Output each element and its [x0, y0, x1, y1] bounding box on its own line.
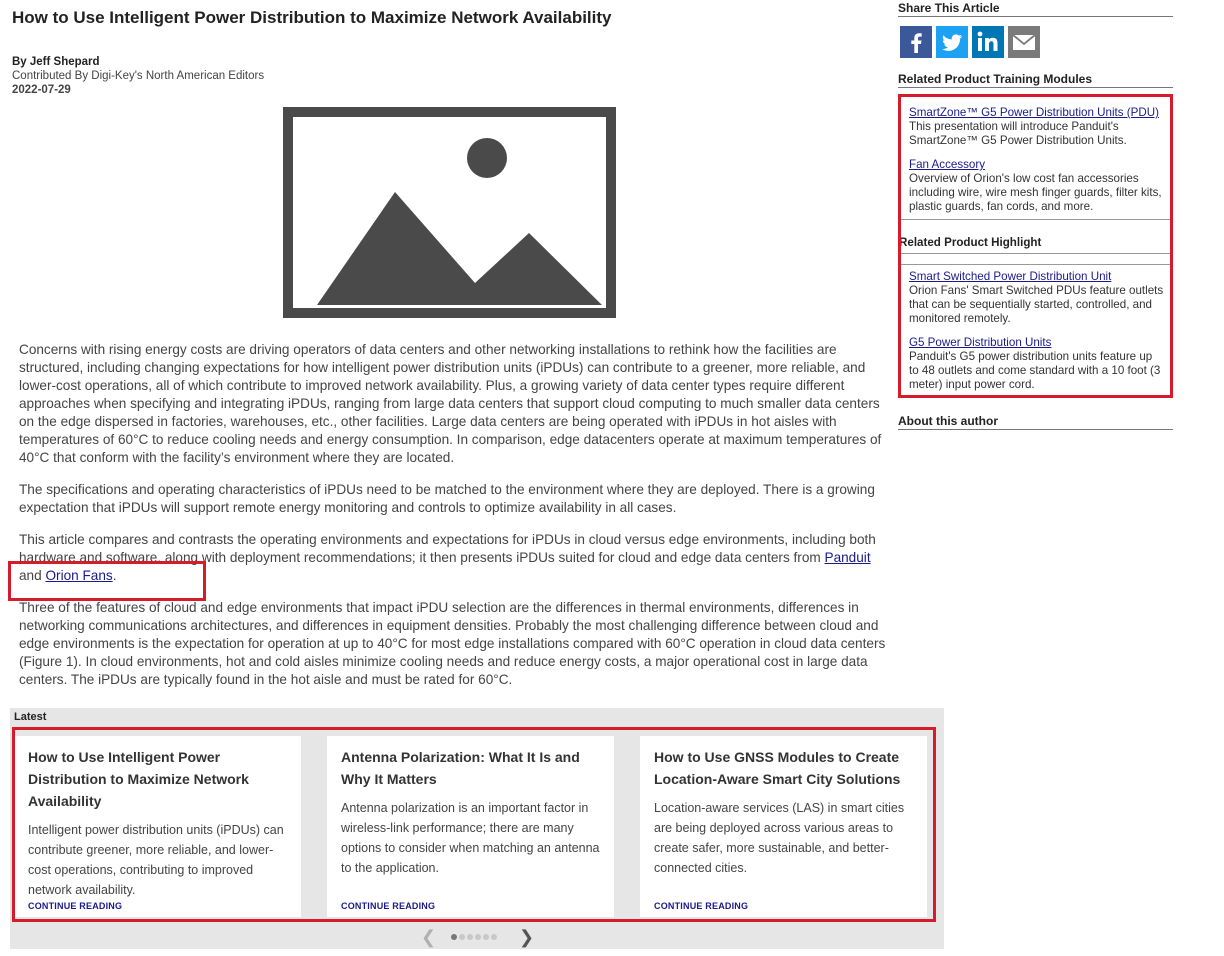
article-paragraph: Concerns with rising energy costs are driving operators of data centers and other networking installations to rethink how the facilities are structured, including changing expectations for how intelligent power distribution units (iPDUs) can contribute to a greener, more reliable, and lower-cost operations, all of which contribute to improved network availability. Plus, a growing variety of data center types require different approaches when specifying and integrating iPDUs, ranging from large data centers that support cloud computing to much smaller data centers on the edge dispersed in factories, warehouses, etc., other facilities. Large data centers are being operated with iPDUs in hot aisles with temperatures of 60°C to reduce cooling needs and energy consumption. In comparison, edge datacenters operate at maximum temperatures of 40°C that conform with the facility’s environment where they are located.	[19, 342, 882, 465]
product-highlight-desc: Panduit's G5 power distribution units feature up to 48 outlets and come standard with a 10 foot (3 meter) input power cord.	[909, 350, 1161, 391]
carousel-dot[interactable]	[451, 934, 457, 940]
paragraph-text: .	[112, 568, 117, 583]
orion-fans-link[interactable]: Orion Fans	[45, 568, 113, 583]
carousel-dot[interactable]	[467, 934, 473, 940]
paragraph-text: and	[19, 568, 46, 583]
paragraph-text: This article compares and contrasts the operating environments and expectations for iPDUs in cloud versus edge environments, including both hardware and software, along with deployment recommendations; it then presents iPDUs suited for cloud and edge data centers from	[19, 532, 876, 565]
card-description: Antenna polarization is an important factor in wireless-link performance; there are many options to consider when matching an antenna to the application.	[341, 801, 600, 875]
carousel-dot[interactable]	[483, 934, 489, 940]
panduit-link[interactable]: Panduit	[824, 550, 871, 565]
highlight-box	[12, 727, 936, 922]
chevron-left-icon[interactable]: ❮	[421, 927, 437, 947]
chevron-right-icon[interactable]: ❯	[519, 927, 535, 947]
training-modules-heading: Related Product Training Modules	[898, 72, 1173, 88]
continue-reading-link[interactable]: CONTINUE READING	[654, 901, 749, 911]
author-byline: By Jeff Shepard	[12, 56, 100, 68]
product-highlight-link[interactable]: G5 Power Distribution Units	[909, 336, 1052, 349]
image-placeholder-icon	[283, 107, 616, 318]
carousel-dot[interactable]	[459, 934, 465, 940]
card-description: Location-aware services (LAS) in smart cities are being deployed across various areas to create safer, more sustainable, and better-connected cities.	[654, 801, 905, 875]
highlight-box	[8, 561, 206, 601]
about-author-heading: About this author	[898, 414, 1173, 430]
product-highlight-desc: Orion Fans' Smart Switched PDUs feature outlets that can be sequentially started, controlled, and monitored remotely.	[909, 284, 1164, 325]
linkedin-icon[interactable]	[972, 26, 1004, 58]
carousel-dot[interactable]	[491, 934, 497, 940]
card-title[interactable]: How to Use GNSS Modules to Create Location-Aware Smart City Solutions	[654, 749, 901, 787]
carousel-dot[interactable]	[475, 934, 481, 940]
latest-heading: Latest	[14, 711, 47, 723]
continue-reading-link[interactable]: CONTINUE READING	[28, 901, 123, 911]
training-module-link[interactable]: SmartZone™ G5 Power Distribution Units (PDU)	[909, 106, 1159, 119]
product-highlight-link[interactable]: Smart Switched Power Distribution Unit	[909, 270, 1112, 283]
training-module-link[interactable]: Fan Accessory	[909, 158, 986, 171]
card-description: Intelligent power distribution units (iPDUs) can contribute greener, more reliable, and lower-cost operations, contributing to improved network availability.	[28, 823, 284, 897]
twitter-icon[interactable]	[936, 26, 968, 58]
publish-date: 2022-07-29	[12, 84, 71, 96]
card-title[interactable]: Antenna Polarization: What It Is and Why It Matters	[341, 749, 580, 787]
email-icon[interactable]	[1008, 26, 1040, 58]
training-module-desc: Overview of Orion's low cost fan accessories including wire, wire mesh finger guards, filter kits, plastic guards, fan cords, and more.	[909, 172, 1162, 213]
product-highlight-heading: Related Product Highlight	[899, 236, 1042, 249]
card-title[interactable]: How to Use Intelligent Power Distribution to Maximize Network Availability	[28, 749, 249, 809]
share-heading: Share This Article	[898, 1, 1173, 17]
article-paragraph: The specifications and operating characteristics of iPDUs need to be matched to the environment where they are deployed. There is a growing expectation that iPDUs will support remote energy monitoring and controls to optimize availability in all cases.	[19, 482, 875, 515]
facebook-icon[interactable]	[900, 26, 932, 58]
continue-reading-link[interactable]: CONTINUE READING	[341, 901, 436, 911]
article-title: How to Use Intelligent Power Distribution to Maximize Network Availability	[12, 8, 612, 27]
article-paragraph: Three of the features of cloud and edge environments that impact iPDU selection are the differences in thermal environments, differences in networking communications architectures, and differences in equipment densities. Probably the most challenging difference between cloud and edge environments is the expectation for operation at up to 40°C for most edge installations compared with 60°C operation in cloud data centers (Figure 1). In cloud environments, hot and cold aisles minimize cooling needs and reduce energy costs, a major operational cost in large data centers. The iPDUs are typically found in the hot aisle and must be rated for 60°C.	[19, 600, 886, 687]
contributor-line: Contributed By Digi-Key's North American Editors	[12, 70, 265, 82]
training-module-desc: This presentation will introduce Panduit's SmartZone™ G5 Power Distribution Units.	[909, 120, 1127, 147]
highlight-box	[898, 94, 1173, 398]
